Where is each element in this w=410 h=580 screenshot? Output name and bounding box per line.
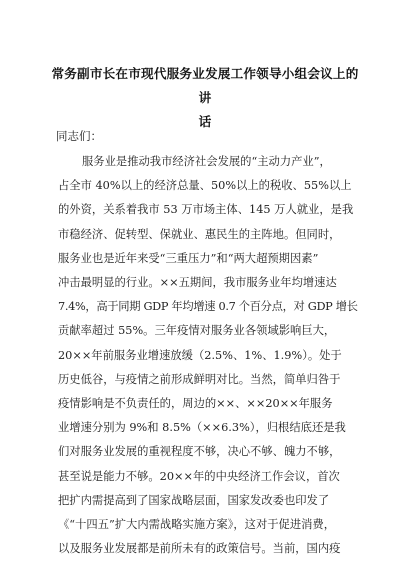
- speech-body: [58, 150, 358, 561]
- body-line: 业增速分别为 9%和 8.5%（××6.3%），归根结底还是我: [58, 421, 346, 435]
- document-title: [48, 62, 362, 134]
- body-line: 历史低谷，与疫情之前形成鲜明对比。当然，简单归咎于: [58, 372, 341, 386]
- body-line: 市稳经济、促转型、保就业、惠民生的主阵地。但同时，: [58, 227, 341, 241]
- body-line: 服务业也是近年来受“三重压力”和“两大超预期因素”: [58, 251, 319, 265]
- body-line: 冲击最明显的行业。××五期间，我市服务业年均增速达: [58, 276, 337, 290]
- body-line: 把扩内需提高到了国家战略层面，国家发改委也印发了: [58, 493, 330, 507]
- greeting: 同志们：: [56, 129, 102, 143]
- body-line: 7.4%，高于同期 GDP 年均增速 0.7 个百分点，对 GDP 增长: [58, 300, 358, 314]
- body-line: 占全市 40%以上的经济总量、50%以上的税收、55%以上: [58, 179, 352, 193]
- body-line: 《“十四五”扩大内需战略实施方案》，这对于促进消费，: [58, 518, 336, 532]
- body-line: 20××年前服务业增速放缓（2.5%、1%、1.9%）。处于: [58, 348, 342, 362]
- body-line: 贡献率超过 55%。三年疫情对服务业各领域影响巨大，: [58, 324, 336, 338]
- body-line: 甚至说是能力不够。20××年的中央经济工作会议，首次: [58, 469, 340, 483]
- body-line: 们对服务业发展的重视程度不够，决心不够、魄力不够，: [58, 445, 341, 459]
- body-line: 疫情影响是不负责任的，周边的××、××20××年服务: [58, 397, 333, 411]
- body-line: 服务业是推动我市经济社会发展的“主动力产业”，: [82, 155, 331, 168]
- title-line-1: 常务副市长在市现代服务业发展工作领导小组会议上的讲: [51, 66, 359, 105]
- body-line: 的外资，关系着我市 53 万市场主体、145 万人就业，是我: [58, 203, 354, 217]
- title-line-2: 话: [198, 114, 212, 129]
- body-line: 以及服务业发展都是前所未有的政策信号。当前，国内疫: [58, 542, 341, 556]
